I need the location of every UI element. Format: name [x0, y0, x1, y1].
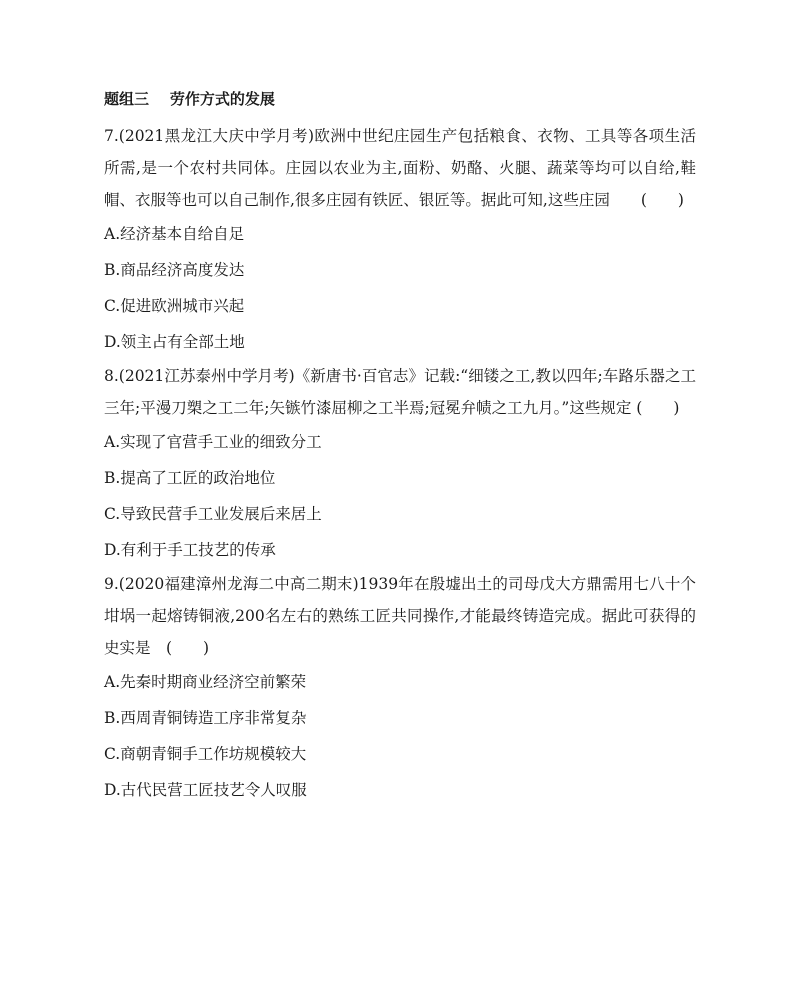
option-c: C.促进欧洲城市兴起 [104, 297, 245, 315]
question-stem: 7.(2021黑龙江大庆中学月考)欧洲中世纪庄园生产包括粮食、衣物、工具等各项生活所需,是一个农村共同体。庄园以农业为主,面粉、奶酪、火腿、蔬菜等均可以自给,鞋帽、衣服等也可以自己制作,很多庄园有铁匠、银匠等。据此可知,这些庄园 ( ) [104, 127, 696, 209]
option-b: B.商品经济高度发达 [104, 261, 245, 279]
option-b: B.西周青铜铸造工序非常复杂 [104, 709, 307, 727]
question-8 [104, 360, 696, 568]
document-page [104, 88, 696, 808]
option-c: C.商朝青铜手工作坊规模较大 [104, 745, 307, 763]
question-9 [104, 568, 696, 808]
question-stem: 8.(2021江苏泰州中学月考)《新唐书·百官志》记载:“细镂之工,教以四年;车路乐器之工三年;平漫刀槊之工二年;矢镞竹漆屈柳之工半焉;冠冕弁帻之工九月。”这些规定 ( ) [104, 367, 696, 417]
option-a: A.先秦时期商业经济空前繁荣 [104, 673, 307, 691]
option-d: D.有利于手工技艺的传承 [104, 541, 276, 559]
option-b: B.提高了工匠的政治地位 [104, 469, 276, 487]
option-a: A.经济基本自给自足 [104, 225, 245, 243]
option-d: D.领主占有全部土地 [104, 333, 245, 351]
question-7 [104, 120, 696, 360]
option-d: D.古代民营工匠技艺令人叹服 [104, 781, 307, 799]
option-c: C.导致民营手工业发展后来居上 [104, 505, 322, 523]
option-a: A.实现了官营手工业的细致分工 [104, 433, 322, 451]
question-stem: 9.(2020福建漳州龙海二中高二期末)1939年在殷墟出土的司母戊大方鼎需用七八十个坩埚一起熔铸铜液,200名左右的熟练工匠共同操作,才能最终铸造完成。据此可获得的史实是 ( ) [104, 575, 696, 657]
section-title: 题组三 劳作方式的发展 [104, 90, 275, 108]
